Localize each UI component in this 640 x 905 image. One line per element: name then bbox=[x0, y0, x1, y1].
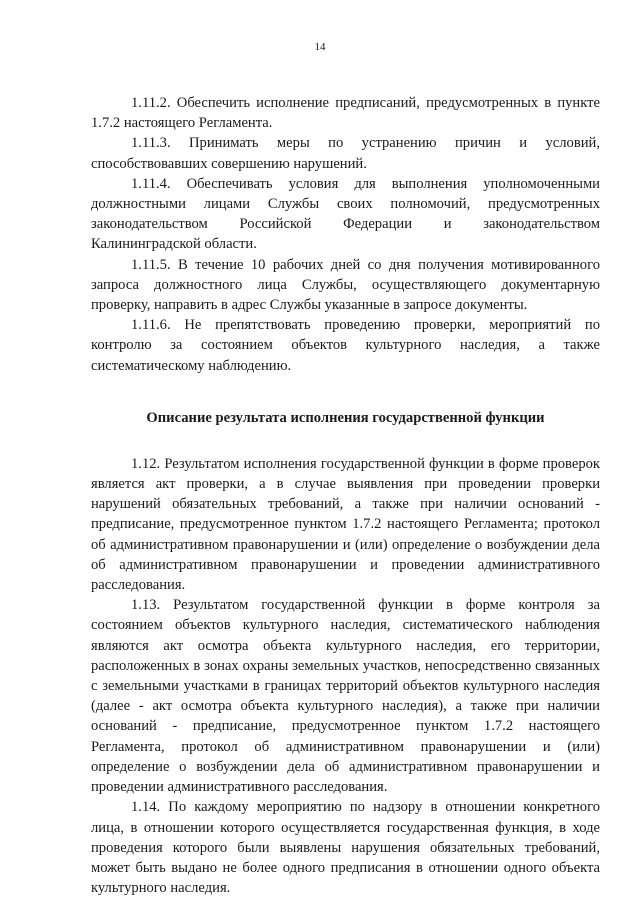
paragraph-1-11-5: 1.11.5. В течение 10 рабочих дней со дня получения мотивированного запроса должностного лица Службы, осуществляющего документарную проверку, направить в адрес Службы указанные в запросе документы. bbox=[91, 256, 600, 314]
document-body bbox=[91, 93, 600, 898]
paragraph-1-12: 1.12. Результатом исполнения государственной функции в форме проверок является акт проверки, а в случае выявления при проведении проверки нарушений обязательных требований, а также при наличии оснований - предписание, предусмотренное пунктом 1.7.2 настоящего Регламента; протокол об административном правонарушении и (или) определение о возбуждении дела об административном правонарушении и проведении административного расследования. bbox=[91, 455, 600, 594]
page-number: 14 bbox=[314, 41, 326, 53]
paragraph-1-14: 1.14. По каждому мероприятию по надзору в отношении конкретного лица, в отношении которого осуществляется государственная функция, в ходе проведения которого были выявлены нарушения обязательных требований, может быть выдано не более одного предписания в отношении одного объекта культурного наследия. bbox=[91, 799, 600, 897]
paragraph-1-11-3: 1.11.3. Принимать меры по устранению причин и условий, способствовавших совершению нарушений. bbox=[91, 135, 600, 172]
paragraph-1-11-4: 1.11.4. Обеспечивать условия для выполнения уполномоченными должностными лицами Службы своих полномочий, предусмотренных законодательством Российской Федерации и законодательством Калининградской области. bbox=[91, 175, 600, 253]
paragraph-1-11-2: 1.11.2. Обеспечить исполнение предписаний, предусмотренных в пункте 1.7.2 настоящего Регламента. bbox=[91, 95, 600, 132]
paragraph-1-13: 1.13. Результатом государственной функции в форме контроля за состоянием объектов культурного наследия, систематического наблюдения являются акт осмотра объекта культурного наследия, его территории, расположенных в зонах охраны земельных участков, непосредственно связанных с земельными участками в границах территорий объектов культурного наследия (далее - акт осмотра объекта культурного наследия), а также при наличии оснований - предписание, предусмотренное пунктом 1.7.2 настоящего Регламента, протокол об административном правонарушении и (или) определение о возбуждении дела об административном правонарушении и проведении административного расследования. bbox=[91, 597, 600, 796]
paragraph-1-11-6: 1.11.6. Не препятствовать проведению проверки, мероприятий по контролю за состоянием объектов культурного наследия, а также систематическому наблюдению. bbox=[91, 317, 600, 374]
section-heading: Описание результата исполнения государственной функции bbox=[146, 409, 545, 426]
